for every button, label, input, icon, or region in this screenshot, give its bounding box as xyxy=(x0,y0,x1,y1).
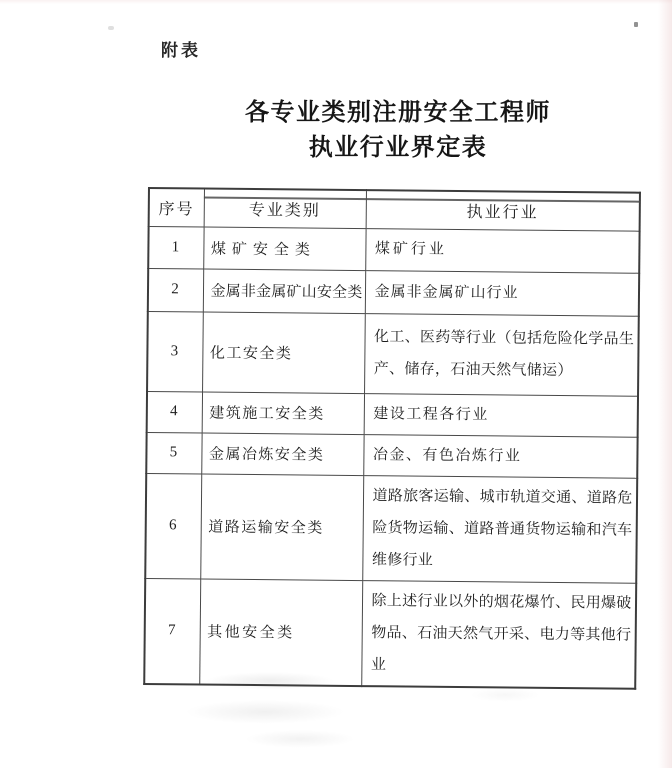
scan-smudge xyxy=(185,700,345,724)
table-row xyxy=(144,578,636,688)
table-row xyxy=(147,391,638,437)
scan-edge-tint-top xyxy=(0,0,672,4)
scan-speck xyxy=(108,26,114,30)
industry-cell: 金属非金属矿山行业 xyxy=(365,270,639,316)
col-header-industry: 执业行业 xyxy=(366,190,640,231)
category-cell: 道路运输安全类 xyxy=(200,474,363,581)
row-number-cell: 1 xyxy=(148,226,203,269)
industry-cell: 除上述行业以外的烟花爆竹、民用爆破物品、石油天然气开采、电力等其他行业 xyxy=(361,580,636,688)
col-header-number: 序号 xyxy=(149,188,204,227)
row-number-cell: 3 xyxy=(147,311,203,392)
document-title xyxy=(148,96,648,166)
category-cell: 煤矿安全类 xyxy=(203,227,365,271)
row-number-cell: 5 xyxy=(146,432,201,474)
row-number-cell: 2 xyxy=(148,268,203,312)
table-row xyxy=(148,268,639,316)
category-cell: 金属非金属矿山安全类 xyxy=(203,269,365,314)
appendix-label: 附表 xyxy=(161,41,201,60)
table-row xyxy=(145,473,637,583)
category-cell: 金属冶炼安全类 xyxy=(201,433,363,476)
category-cell: 化工安全类 xyxy=(202,312,365,394)
row-number-cell: 6 xyxy=(145,473,201,579)
table-header-row xyxy=(149,188,640,231)
industry-cell: 煤矿行业 xyxy=(365,228,639,273)
industry-definition-table xyxy=(143,187,639,689)
table-row xyxy=(148,226,639,273)
col-header-category: 专业类别 xyxy=(204,189,366,229)
scan-edge-tint-right xyxy=(658,0,672,768)
table-row xyxy=(146,432,637,478)
table-row xyxy=(147,311,639,396)
scan-smudge xyxy=(245,730,355,748)
industry-cell: 道路旅客运输、城市轨道交通、道路危险货物运输、道路普通货物运输和汽车维修行业 xyxy=(362,475,637,583)
category-cell: 建筑施工安全类 xyxy=(202,392,364,435)
industry-cell: 冶金、有色冶炼行业 xyxy=(363,434,637,478)
row-number-cell: 7 xyxy=(144,578,200,684)
scan-smudge xyxy=(470,688,540,702)
category-cell: 其他安全类 xyxy=(199,579,362,686)
title-line-1: 各专业类别注册安全工程师 xyxy=(245,100,551,126)
industry-cell: 化工、医药等行业（包括危险化学品生产、储存，石油天然气储运） xyxy=(364,313,639,396)
row-number-cell: 4 xyxy=(147,391,202,433)
industry-cell: 建设工程各行业 xyxy=(364,393,638,437)
title-line-2: 执业行业界定表 xyxy=(308,135,488,161)
scan-speck xyxy=(634,22,638,27)
